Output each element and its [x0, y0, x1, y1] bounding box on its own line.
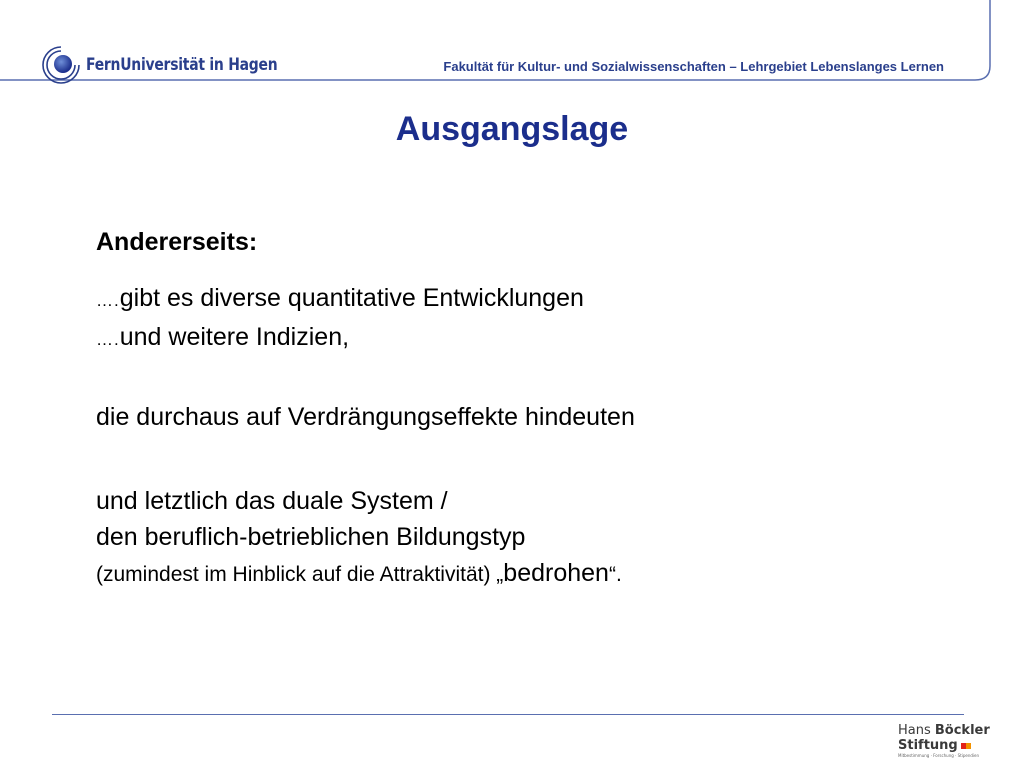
body-line-6: [96, 555, 956, 593]
university-name: FernUniversität in Hagen: [86, 55, 278, 75]
body-heading: Andererseits:: [96, 228, 258, 256]
sponsor-tagline: Mitbestimmung · Forschung · Stipendien: [898, 753, 980, 758]
sponsor-foundation: Stiftung: [898, 738, 990, 753]
bullet-line-2: [96, 319, 956, 358]
body-line-5: den beruflich-betrieblichen Bildungstyp: [96, 523, 526, 551]
body-line-4: und letztlich das duale System /: [96, 487, 448, 515]
sponsor-name: Hans Böckler: [898, 723, 990, 738]
line-6-prefix: (zumindest im Hinblick auf die Attraktivität) „: [96, 563, 504, 586]
line-1-text: gibt es diverse quantitative Entwicklungen: [119, 284, 584, 312]
slide-title: Ausgangslage: [395, 110, 629, 148]
body-line-3: die durchaus auf Verdrängungseffekte hindeuten: [96, 403, 635, 431]
ellipsis-marker: ….: [96, 291, 120, 310]
slide-body: [96, 222, 956, 593]
sponsor-color-bar-icon: [961, 743, 971, 749]
sponsor-logo: [898, 723, 990, 759]
globe-logo-icon: [40, 44, 82, 86]
line-2-text: und weitere Indizien,: [119, 323, 350, 351]
line-6-emphasis: bedrohen: [503, 559, 609, 587]
university-logo: [40, 44, 319, 86]
bullet-line-1: [96, 280, 956, 319]
faculty-label: Fakultät für Kultur- und Sozialwissenschaften – Lehrgebiet Lebenslanges Lernen: [443, 59, 944, 74]
line-6-suffix: “.: [608, 563, 622, 586]
footer-divider: [52, 714, 964, 715]
ellipsis-marker: ….: [96, 330, 120, 349]
